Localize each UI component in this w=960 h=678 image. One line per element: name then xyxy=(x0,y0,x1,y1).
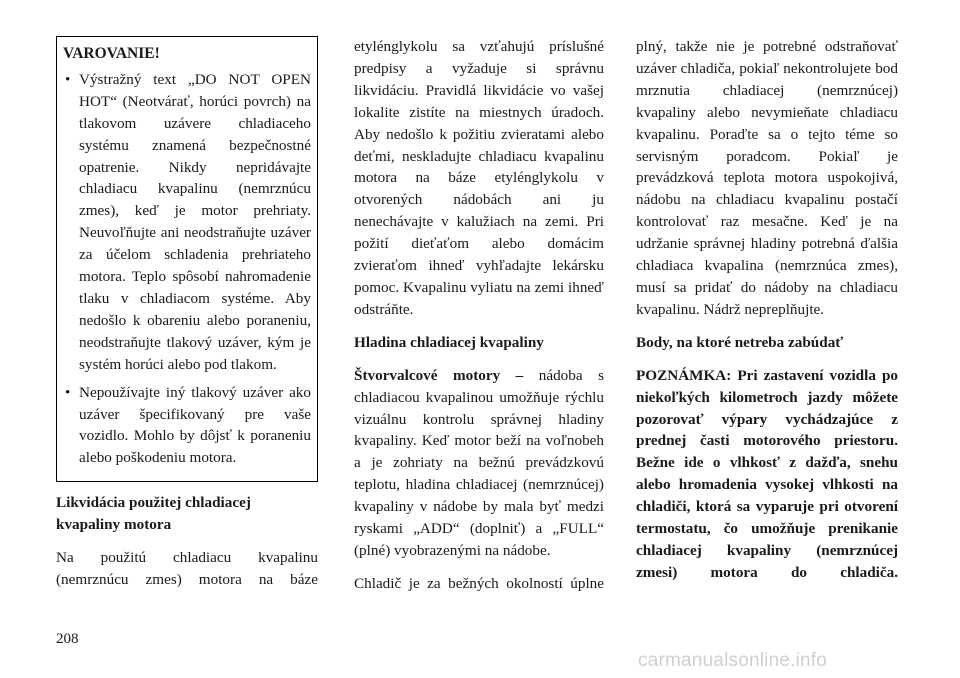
disposal-text: Na použitú chladiacu kvapalinu (nemrznúcu zmes) motora na báze xyxy=(56,549,318,588)
disposal-text-cont: etylénglykolu sa vzťahujú príslušné predpisy a vyžaduje si správnu likvidáciu. Pravidlá likvidácie vo vašej lokalite zistíte na miestnych úradoch. Aby nedošlo k požitiu zvieratami alebo deťmi, neskladujte chladiacu kvapalinu motora na báze etylénglykolu v otvorených nádobách ani ju nenechávajte v kalužiach na zemi. Pri požití dieťaťom alebo domácim zvieraťom ihneď vyhľadajte lekársku pomoc. Kvapalinu vyliatu na zemi ihneď odstráňte. xyxy=(354,38,604,318)
column-left xyxy=(56,36,318,602)
disposal-heading: Likvidácia použitej chladiacej kvapaliny motora xyxy=(56,494,251,534)
watermark: carmanualsonline.info xyxy=(638,650,828,671)
warning-box xyxy=(56,36,318,482)
remember-note: POZNÁMKA: Pri zastavení vozidla po niekoľkých kilometroch jazdy môžete pozorovať výpary vychádzajúce z prednej časti motorového priestoru. Bežne ide o vlhkosť z dažďa, snehu alebo hromadenia vysokej vlhkosti na chladiči, ktorá sa vyparuje pri otvorení termostatu, čo umožňuje prenikanie chladiacej kvapaliny (nemrznúcej zmesi) motora do chladiča. xyxy=(636,366,898,581)
level-text xyxy=(354,365,604,562)
warning-item: • Výstražný text „DO NOT OPEN HOT“ (Neotvárať, horúci povrch) na tlakovom uzávere chladiaceho systému znamená bezpečnostné opatrenie. Nikdy nepridávajte chladiacu kvapalinu (nemrznúcu zmes), keď je motor prehriaty. Neuvoľňujte ani neodstraňujte uzáver za účelom schladenia prehriateho motora. Teplo spôsobí nahromadenie tlaku v chladiacom systéme. Aby nedošlo k obareniu alebo poraneniu, neodstraňujte tlakový uzáver, kým je systém horúci alebo pod tlakom. xyxy=(63,69,311,376)
level-para2-cont: plný, takže nie je potrebné odstraňovať uzáver chladiča, pokiaľ nekontrolujete bod mrznutia chladiacej (nemrznúcej) kvapaliny alebo nevymieňate chladiacu kvapalinu. Poraďte sa o tejto téme so servisným poradcom. Pokiaľ je prevádzková teplota motora uspokojivá, nádobu na chladiacu kvapalinu postačí kontrolovať raz mesačne. Keď je na udržanie správnej hladiny potrebná ďalšia chladiaca kvapalina (nemrznúca zmes), musí sa pridať do nádoby na chladiacu kvapalinu. Nádrž nepreplňujte. xyxy=(636,38,898,318)
level-body: nádoba s chladiacou kvapalinou umožňuje rýchlu vizuálnu kontrolu správnej hladiny kvapaliny. Keď motor beží na voľnobeh a je zohriaty na bežnú prevádzkovú teplotu, hladina chladiacej (nemrznúcej) kvapaliny v nádobe by mala byť medzi ryskami „ADD“ (doplniť) a „FULL“ (plné) vyobrazenými na nádobe. xyxy=(354,366,604,559)
column-middle xyxy=(354,36,604,606)
warning-title: VAROVANIE! xyxy=(63,45,160,62)
warning-item: • Nepoužívajte iný tlakový uzáver ako uzáver špecifikovaný pre vaše vozidlo. Mohlo by dôjsť k poraneniu alebo poškodeniu motora. xyxy=(63,382,311,470)
level-para2: Chladič je za bežných okolností úplne xyxy=(354,574,604,592)
level-heading: Hladina chladiacej kvapaliny xyxy=(354,333,544,351)
column-right xyxy=(636,36,898,595)
level-lead: Štvorvalcové motory – xyxy=(354,366,524,384)
remember-heading: Body, na ktoré netreba zabúdať xyxy=(636,333,844,351)
page-number: 208 xyxy=(56,631,79,647)
warning-list xyxy=(63,69,311,469)
